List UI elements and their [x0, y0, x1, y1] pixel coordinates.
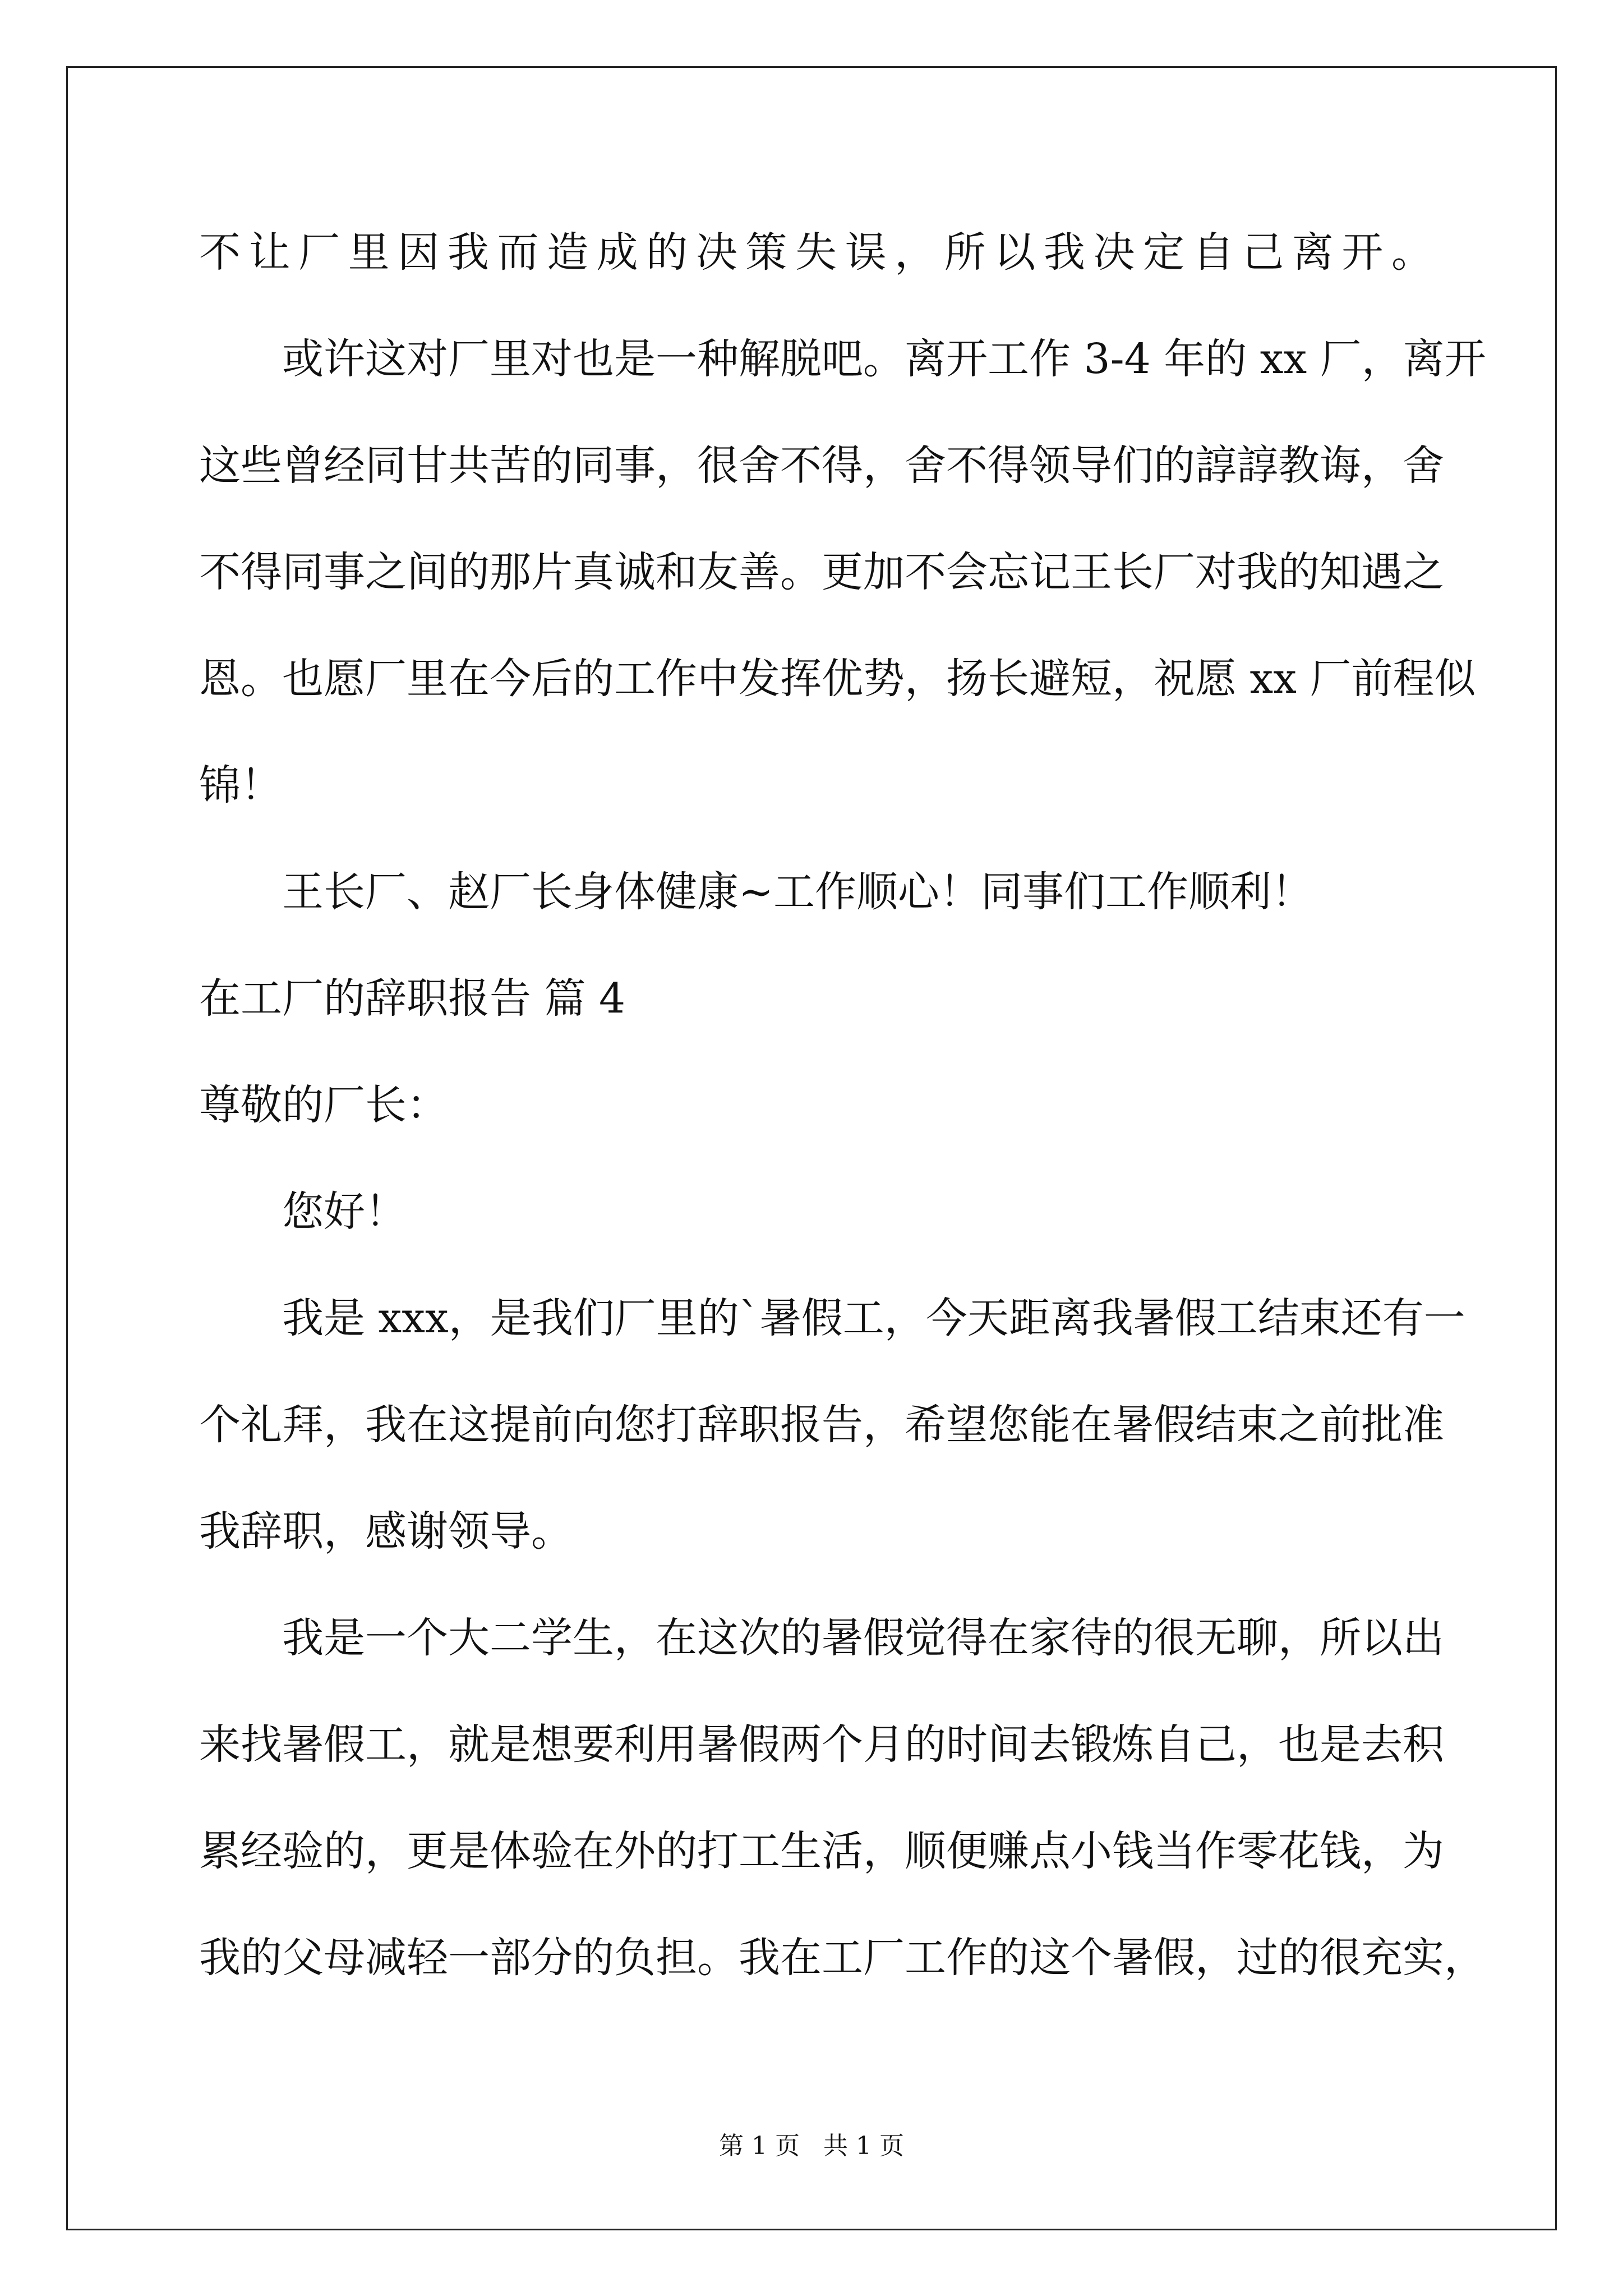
text-line: 来找暑假工，就是想要利用暑假两个月的时间去锻炼自己，也是去积: [199, 1720, 1444, 1769]
text-line: 我的父母减轻一部分的负担。我在工厂工作的这个暑假，过的很充实，: [199, 1934, 1486, 1982]
text-line: 我是一个大二学生，在这次的暑假觉得在家待的很无聊，所以出: [282, 1614, 1444, 1662]
salutation: 尊敬的厂长：: [199, 1081, 448, 1129]
section-heading: 在工厂的辞职报告 篇 4: [199, 974, 626, 1023]
text-line: 锦！: [199, 761, 282, 809]
text-line: 不让厂里因我而造成的决策失误，所以我决定自己离开。: [199, 228, 1433, 277]
text-line: 或许这对厂里对也是一种解脱吧。离开工作 3-4 年的 xx 厂，离开: [282, 335, 1486, 383]
page-footer: 第 1 页 共 1 页: [719, 2132, 904, 2160]
text-line: 我辞职，感谢领导。: [199, 1507, 573, 1556]
text-line: 个礼拜，我在这提前向您打辞职报告，希望您能在暑假结束之前批准: [199, 1401, 1444, 1449]
text-line: 累经验的，更是体验在外的打工生活，顺便赚点小钱当作零花钱，为: [199, 1827, 1444, 1875]
text-line: 不得同事之间的那片真诚和友善。更加不会忘记王长厂对我的知遇之: [199, 548, 1444, 596]
text-line: 王长厂、赵厂长身体健康~工作顺心！同事们工作顺利！: [282, 868, 1313, 916]
page-border: [66, 66, 1557, 2230]
text-line: 恩。也愿厂里在今后的工作中发挥优势，扬长避短，祝愿 xx 厂前程似: [199, 655, 1476, 703]
text-line: 这些曾经同甘共苦的同事，很舍不得，舍不得领导们的諄諄教诲，舍: [199, 441, 1444, 490]
greeting: 您好！: [282, 1188, 407, 1236]
text-line: 我是 xxx，是我们厂里的`暑假工，今天距离我暑假工结束还有一: [282, 1294, 1465, 1342]
